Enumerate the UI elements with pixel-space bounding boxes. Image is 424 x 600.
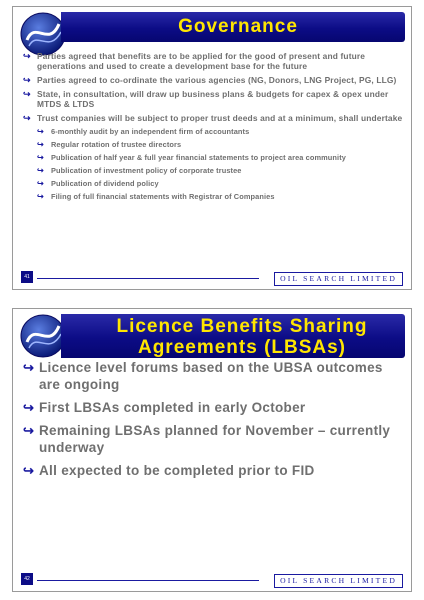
- sub-bullet-item: [37, 192, 403, 201]
- bullet-text: Parties agreed to co-ordinate the various agencies (NG, Donors, LNG Project, PG, LLG): [37, 75, 397, 85]
- footer-brand-logo: OIL SEARCH LIMITED: [274, 272, 403, 286]
- arrow-bullet-icon: ↪: [37, 166, 44, 175]
- sub-bullet-list: [37, 127, 403, 201]
- sub-bullet-item: [37, 166, 403, 175]
- bullet-list: [23, 51, 403, 205]
- arrow-bullet-icon: ↪: [23, 89, 31, 99]
- bullet-text: First LBSAs completed in early October: [39, 400, 306, 415]
- sub-bullet-item: [37, 127, 403, 136]
- bullet-item: [23, 51, 403, 71]
- arrow-bullet-icon: ↪: [23, 463, 35, 478]
- arrow-bullet-icon: ↪: [23, 360, 35, 375]
- bullet-item: [23, 422, 403, 456]
- bullet-item: [23, 359, 403, 393]
- arrow-bullet-icon: ↪: [23, 400, 35, 415]
- slide-licence-benefits: [12, 308, 412, 592]
- sub-bullet-item: [37, 153, 403, 162]
- slide-governance: [12, 6, 412, 290]
- bullet-item: [23, 113, 403, 201]
- bullet-text: Licence level forums based on the UBSA outcomes are ongoing: [39, 360, 383, 392]
- bullet-item: [23, 462, 403, 479]
- arrow-bullet-icon: ↪: [23, 75, 31, 85]
- bullet-text: Parties agreed that benefits are to be applied for the good of present and future generations and used to create a development base for the future: [37, 51, 366, 71]
- page-number: 41: [21, 271, 33, 283]
- sub-bullet-text: Publication of investment policy of corporate trustee: [51, 166, 242, 175]
- bullet-list: [23, 359, 403, 485]
- slide-title-line-2: Agreements (LBSAs): [137, 337, 347, 358]
- bullet-text: All expected to be completed prior to FID: [39, 463, 315, 478]
- sub-bullet-text: 6-monthly audit by an independent firm of accountants: [51, 127, 250, 136]
- footer-brand-logo: OIL SEARCH LIMITED: [274, 574, 403, 588]
- slide-title-line-1: Licence Benefits Sharing: [116, 316, 368, 337]
- arrow-bullet-icon: ↪: [37, 153, 44, 162]
- arrow-bullet-icon: ↪: [37, 127, 44, 136]
- sub-bullet-item: [37, 179, 403, 188]
- slide-title-bar: [61, 314, 405, 358]
- bullet-text: Remaining LBSAs planned for November – currently underway: [39, 423, 391, 455]
- page-number: 42: [21, 573, 33, 585]
- arrow-bullet-icon: ↪: [37, 140, 44, 149]
- bullet-text: State, in consultation, will draw up business plans & budgets for capex & opex under MTDS & LTDS: [37, 89, 389, 109]
- bullet-item: [23, 75, 403, 85]
- arrow-bullet-icon: ↪: [23, 113, 31, 123]
- bullet-item: [23, 89, 403, 109]
- bullet-text: Trust companies will be subject to proper trust deeds and at a minimum, shall undertake: [37, 113, 403, 123]
- sub-bullet-text: Filing of full financial statements with Registrar of Companies: [51, 192, 275, 201]
- slide-title-bar: [61, 12, 405, 42]
- sub-bullet-text: Publication of dividend policy: [51, 179, 159, 188]
- arrow-bullet-icon: ↪: [23, 51, 31, 61]
- arrow-bullet-icon: ↪: [37, 179, 44, 188]
- sub-bullet-text: Regular rotation of trustee directors: [51, 140, 182, 149]
- slide-title: Governance: [178, 16, 298, 37]
- footer-divider: [37, 278, 259, 279]
- arrow-bullet-icon: ↪: [37, 192, 44, 201]
- arrow-bullet-icon: ↪: [23, 423, 35, 438]
- sub-bullet-text: Publication of half year & full year financial statements to project area community: [51, 153, 346, 162]
- footer-divider: [37, 580, 259, 581]
- bullet-item: [23, 399, 403, 416]
- sub-bullet-item: [37, 140, 403, 149]
